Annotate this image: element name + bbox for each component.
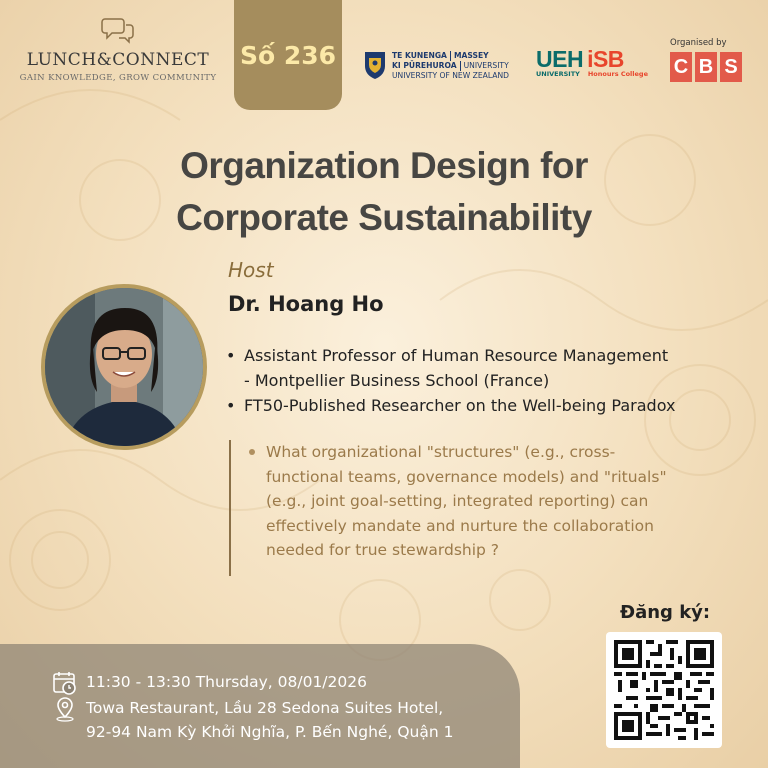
credential-text: Assistant Professor of Human Resource Management: [244, 346, 669, 365]
credential-item-continued: [226, 368, 675, 393]
event-location-line2: 92-94 Nam Kỳ Khởi Nghĩa, P. Bến Nghé, Quận 1: [86, 723, 454, 741]
title-line: Organization Design for: [180, 145, 588, 186]
calendar-icon: [52, 670, 78, 696]
host-label: Host: [228, 258, 274, 282]
event-time: 11:30 - 13:30 Thursday, 08/01/2026: [86, 673, 367, 691]
cbs-letter: S: [720, 52, 742, 82]
organised-by-label: Organised by: [670, 38, 727, 48]
brand-logo: [18, 16, 218, 83]
question-line: needed for true stewardship ?: [266, 541, 500, 559]
host-portrait: [45, 288, 203, 446]
massey-crest-icon: [362, 50, 388, 80]
discussion-question: [229, 440, 749, 576]
massey-text: UNIVERSITY OF NEW ZEALAND: [392, 70, 509, 80]
massey-text: KI PŪREHUROA: [392, 60, 457, 70]
event-info-panel: [0, 644, 520, 768]
question-line: effectively mandate and nurture the collaboration: [266, 516, 654, 535]
question-line: functional teams, governance models) and "rituals": [266, 467, 667, 486]
location-pin-icon: [52, 696, 78, 722]
bullet-dot: [249, 449, 255, 455]
credential-item: [226, 343, 675, 368]
event-location-line1: Towa Restaurant, Lầu 28 Sedona Suites Hotel,: [86, 699, 444, 717]
title-line: Corporate Sustainability: [176, 197, 592, 238]
massey-text: UNIVERSITY: [463, 60, 509, 70]
event-title: [0, 140, 768, 244]
event-location-row: [52, 696, 453, 744]
qr-code[interactable]: [606, 632, 722, 748]
brand-name: LUNCH&CONNECT: [26, 50, 210, 70]
event-time-row: [52, 670, 367, 696]
massey-text: MASSEY: [453, 50, 489, 60]
cbs-letter: B: [695, 52, 717, 82]
ueh-text: UEH: [536, 46, 584, 72]
cbs-letter: C: [670, 52, 692, 82]
isb-text: iSB: [587, 46, 624, 72]
cbs-logo: [670, 38, 742, 82]
question-line: (e.g., joint goal-setting, integrated reporting) can: [266, 492, 649, 510]
massey-logo: [362, 50, 509, 80]
ueh-isb-logo: [536, 48, 648, 78]
issue-number: Số 236: [239, 40, 337, 70]
massey-text: TE KUNENGA: [392, 50, 447, 60]
host-credentials: [226, 343, 675, 418]
brand-tagline: GAIN KNOWLEDGE, GROW COMMUNITY: [19, 73, 217, 83]
question-text: [251, 440, 749, 563]
register-label: Đăng ký:: [620, 602, 711, 623]
isb-subtext: Honours College: [587, 70, 648, 78]
question-line: What organizational "structures" (e.g., cross-: [266, 443, 616, 461]
issue-badge: [234, 0, 342, 110]
qr-code-pattern: [614, 640, 714, 740]
credential-text: FT50-Published Researcher on the Well-being Paradox: [244, 396, 676, 415]
chat-bubble-icon: [101, 16, 135, 44]
host-photo: [41, 284, 207, 450]
host-name: Dr. Hoang Ho: [228, 292, 384, 316]
ueh-subtext: UNIVERSITY: [536, 70, 580, 78]
credential-item: [226, 393, 675, 418]
credential-text: - Montpellier Business School (France): [244, 371, 550, 390]
